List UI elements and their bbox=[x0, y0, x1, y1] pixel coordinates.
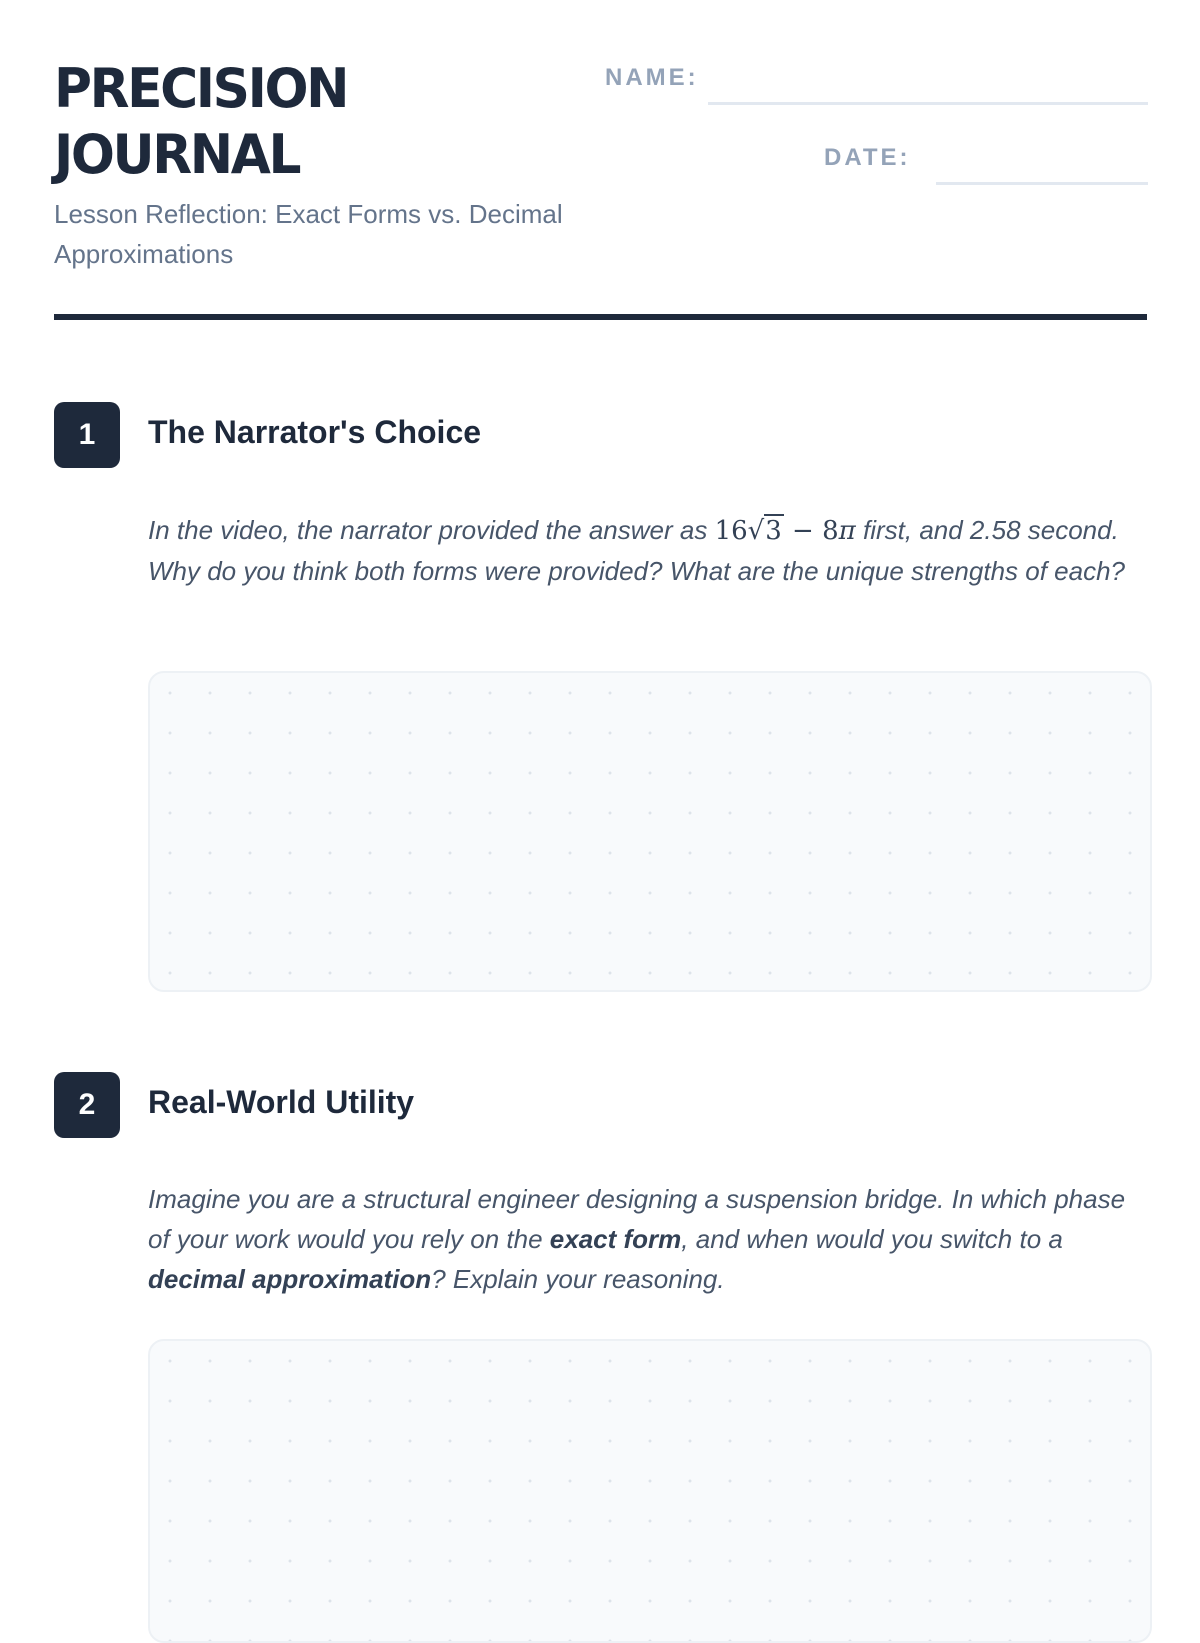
section-1-number-badge: 1 bbox=[54, 402, 120, 468]
decimal-approximation-emphasis: decimal approximation bbox=[148, 1264, 432, 1294]
section-1-prompt-intro: In the video, the narrator provided the answer as bbox=[148, 515, 708, 545]
title-line-1: PRECISION bbox=[54, 57, 348, 120]
section-2-prompt-part-2: , and when would you switch to a bbox=[681, 1224, 1063, 1254]
math-radicand: 3 bbox=[765, 516, 782, 546]
square-root: √3 bbox=[747, 516, 782, 546]
lesson-subtitle: Lesson Reflection: Exact Forms vs. Decimal Approximations bbox=[54, 199, 563, 269]
section-1-answer-area[interactable] bbox=[148, 671, 1152, 992]
name-field[interactable] bbox=[708, 102, 1148, 105]
section-2-title: Real-World Utility bbox=[148, 1084, 415, 1120]
section-2-number-badge: 2 bbox=[54, 1072, 120, 1138]
math-pi: π bbox=[838, 516, 856, 546]
section-2-prompt bbox=[148, 1179, 1138, 1299]
section-2-prompt-part-1: Imagine you are a structural engineer designing a suspension bridge. In which phase of your work would you rely on the bbox=[148, 1184, 1126, 1254]
header-divider bbox=[54, 314, 1147, 320]
exact-form-emphasis: exact form bbox=[549, 1224, 682, 1254]
math-minus: − bbox=[783, 516, 823, 546]
math-coefficient: 16 bbox=[714, 516, 748, 546]
math-coefficient-2: 8 bbox=[822, 516, 839, 546]
section-2-prompt-part-3: ? Explain your reasoning. bbox=[431, 1264, 725, 1294]
section-1-prompt bbox=[148, 510, 1138, 591]
section-1-title: The Narrator's Choice bbox=[148, 414, 482, 450]
date-label: DATE: bbox=[824, 144, 911, 171]
journal-title bbox=[54, 56, 347, 188]
name-label: NAME: bbox=[605, 64, 699, 91]
date-field[interactable] bbox=[936, 182, 1148, 185]
title-line-2: JOURNAL bbox=[54, 123, 300, 186]
exact-form-expression bbox=[715, 516, 856, 546]
section-1-prompt-rest: first, and 2.58 second. Why do you think both forms were provided? What are the unique strengths of each? bbox=[148, 515, 1125, 586]
section-2-answer-area[interactable] bbox=[148, 1339, 1152, 1643]
